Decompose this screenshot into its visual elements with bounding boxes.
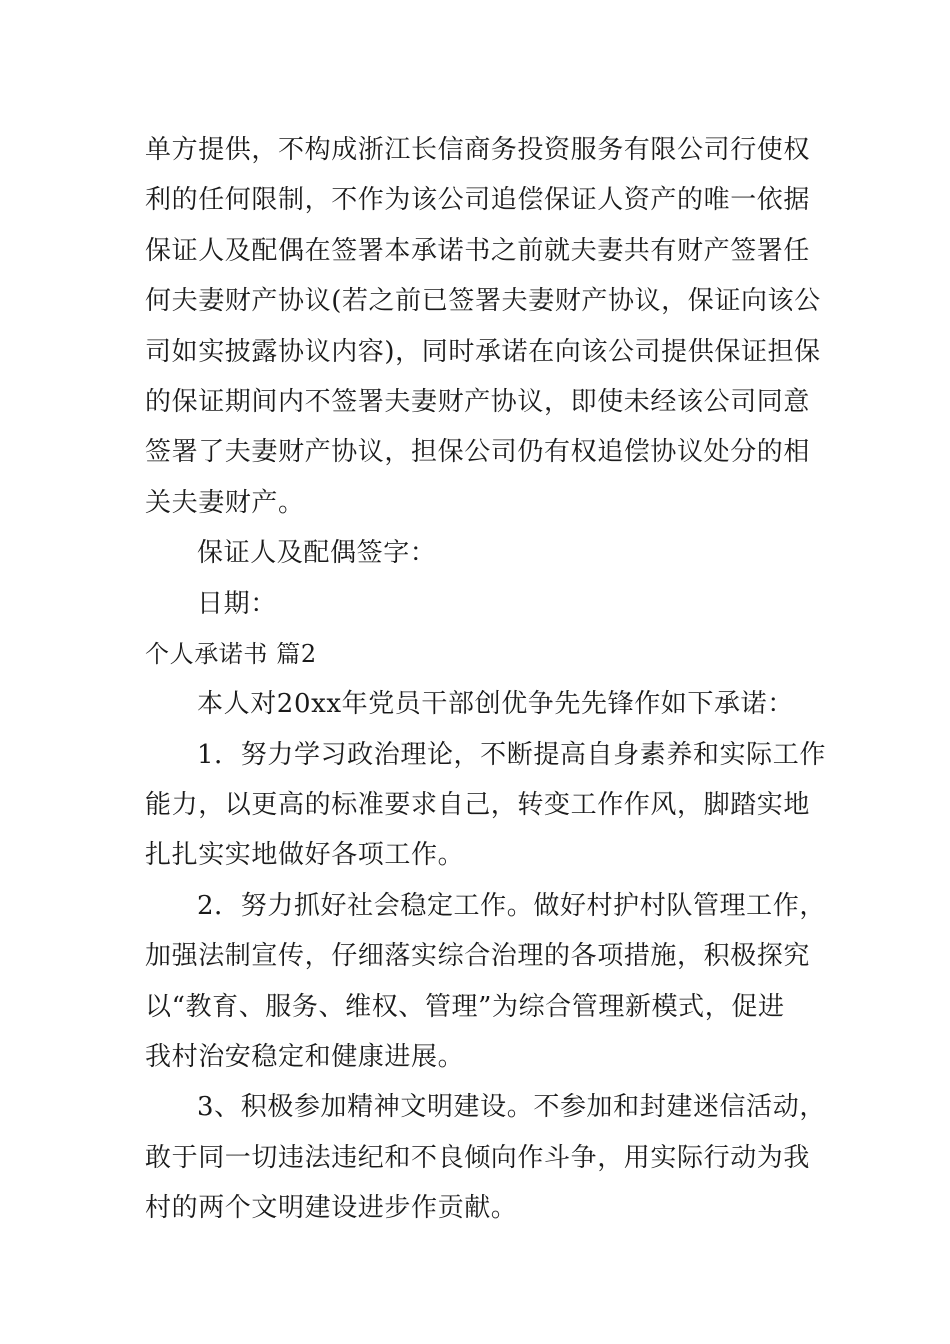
text-line: 何夫妻财产协议(若之前已签署夫妻财产协议，保证向该公	[145, 286, 821, 317]
section-heading: 个人承诺书 篇2	[145, 639, 317, 668]
text-line: 利的任何限制，不作为该公司追偿保证人资产的唯一依据	[145, 185, 811, 216]
list-item-2: 2．努力抓好社会稳定工作。做好村护村队管理工作，	[197, 890, 826, 921]
text-line: 单方提供，不构成浙江长信商务投资服务有限公司行使权	[145, 135, 811, 165]
signature-label: 保证人及配偶签字：	[197, 538, 437, 569]
text-line: 能力，以更高的标准要求自己，转变工作作风，脚踏实地	[145, 790, 811, 821]
list-item-3: 3、积极参加精神文明建设。不参加和封建迷信活动，	[197, 1092, 826, 1123]
text-line: 扎扎实实地做好各项工作。	[145, 840, 465, 871]
date-label: 日期：	[197, 588, 277, 619]
text-line: 敢于同一切违法违纪和不良倾向作斗争，用实际行动为我	[145, 1142, 811, 1173]
text-line: 我村治安稳定和健康进展。	[145, 1042, 465, 1073]
text-line: 本人对20xx年党员干部创优争先先锋作如下承诺：	[197, 689, 794, 720]
list-item-1: 1．努力学习政治理论，不断提高自身素养和实际工作	[197, 739, 826, 770]
text-line: 签署了夫妻财产协议，担保公司仍有权追偿协议处分的相	[145, 437, 811, 468]
text-line: 保证人及配偶在签署本承诺书之前就夫妻共有财产签署任	[145, 235, 811, 266]
text-line: 村的两个文明建设进步作贡献。	[145, 1193, 518, 1224]
text-line: 的保证期间内不签署夫妻财产协议，即使未经该公司同意	[145, 386, 811, 417]
text-line: 关夫妻财产。	[145, 487, 305, 518]
text-line: 加强法制宣传，仔细落实综合治理的各项措施，积极探究	[145, 941, 811, 972]
document-body	[145, 125, 826, 1234]
text-line: 以“教育、服务、维权、管理”为综合管理新模式，促进	[145, 991, 785, 1022]
text-line: 司如实披露协议内容)，同时承诺在向该公司提供保证担保	[145, 336, 821, 367]
